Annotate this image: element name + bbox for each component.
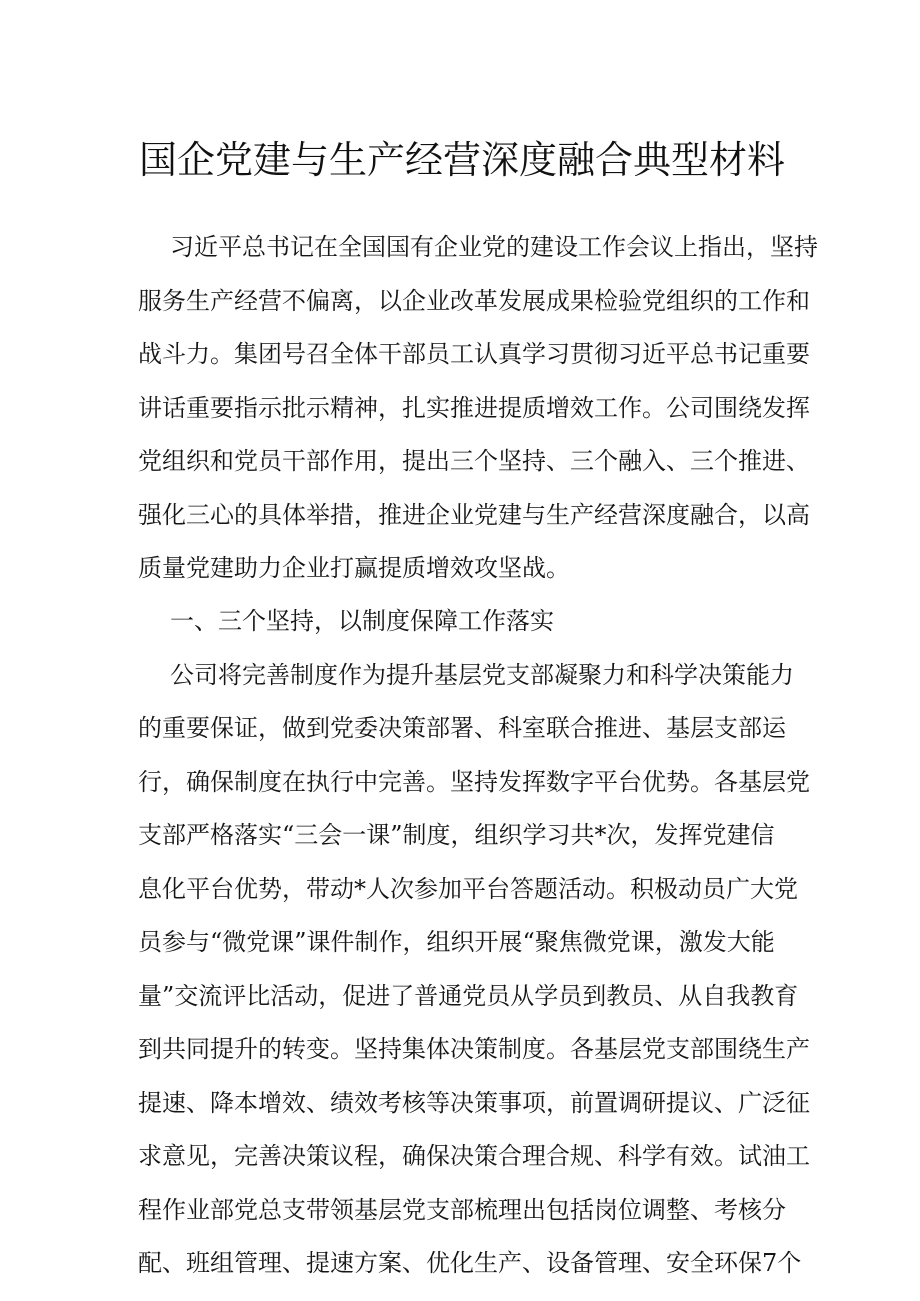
text-line: 服务生产经营不偏离，以企业改革发展成果检验党组织的工作和 (138, 287, 810, 315)
text-line: 质量党建助力企业打赢提质增效攻坚战。 (138, 554, 570, 582)
text-line: 到共同提升的转变。坚持集体决策制度。各基层党支部围绕生产 (138, 1035, 810, 1063)
text-line: 行，确保制度在执行中完善。坚持发挥数字平台优势。各基层党 (138, 768, 810, 796)
text-line: 战斗力。集团号召全体干部员工认真学习贯彻习近平总书记重要 (138, 340, 810, 368)
section-heading: 一、三个坚持，以制度保障工作落实 (170, 607, 554, 635)
text-line: 求意见，完善决策议程，确保决策合理合规、科学有效。试油工 (138, 1142, 810, 1170)
text-line: 公司将完善制度作为提升基层党支部凝聚力和科学决策能力 (170, 661, 794, 689)
text-line: 强化三心的具体举措，推进企业党建与生产经营深度融合，以高 (138, 501, 810, 529)
text-line: 讲话重要指示批示精神，扎实推进提质增效工作。公司围绕发挥 (138, 394, 810, 422)
text-line: 习近平总书记在全国国有企业党的建设工作会议上指出，坚持 (170, 233, 818, 261)
document-title: 国企党建与生产经营深度融合典型材料 (139, 138, 786, 182)
text-line: 配、班组管理、提速方案、优化生产、设备管理、安全环保7个 (138, 1249, 802, 1277)
text-line: 员参与“微党课”课件制作，组织开展“聚焦微党课，激发大能 (138, 928, 775, 956)
text-line: 程作业部党总支带领基层党支部梳理出包括岗位调整、考核分 (138, 1196, 786, 1224)
text-line: 量”交流评比活动，促进了普通党员从学员到教员、从自我教育 (138, 982, 799, 1010)
text-line: 息化平台优势，带动*人次参加平台答题活动。积极动员广大党 (138, 875, 798, 903)
text-line: 提速、降本增效、绩效考核等决策事项，前置调研提议、广泛征 (138, 1089, 810, 1117)
text-line: 党组织和党员干部作用，提出三个坚持、三个融入、三个推进、 (138, 447, 810, 475)
text-line: 支部严格落实“三会一课”制度，组织学习共*次，发挥党建信 (138, 821, 775, 849)
text-line: 的重要保证，做到党委决策部署、科室联合推进、基层支部运 (138, 714, 786, 742)
